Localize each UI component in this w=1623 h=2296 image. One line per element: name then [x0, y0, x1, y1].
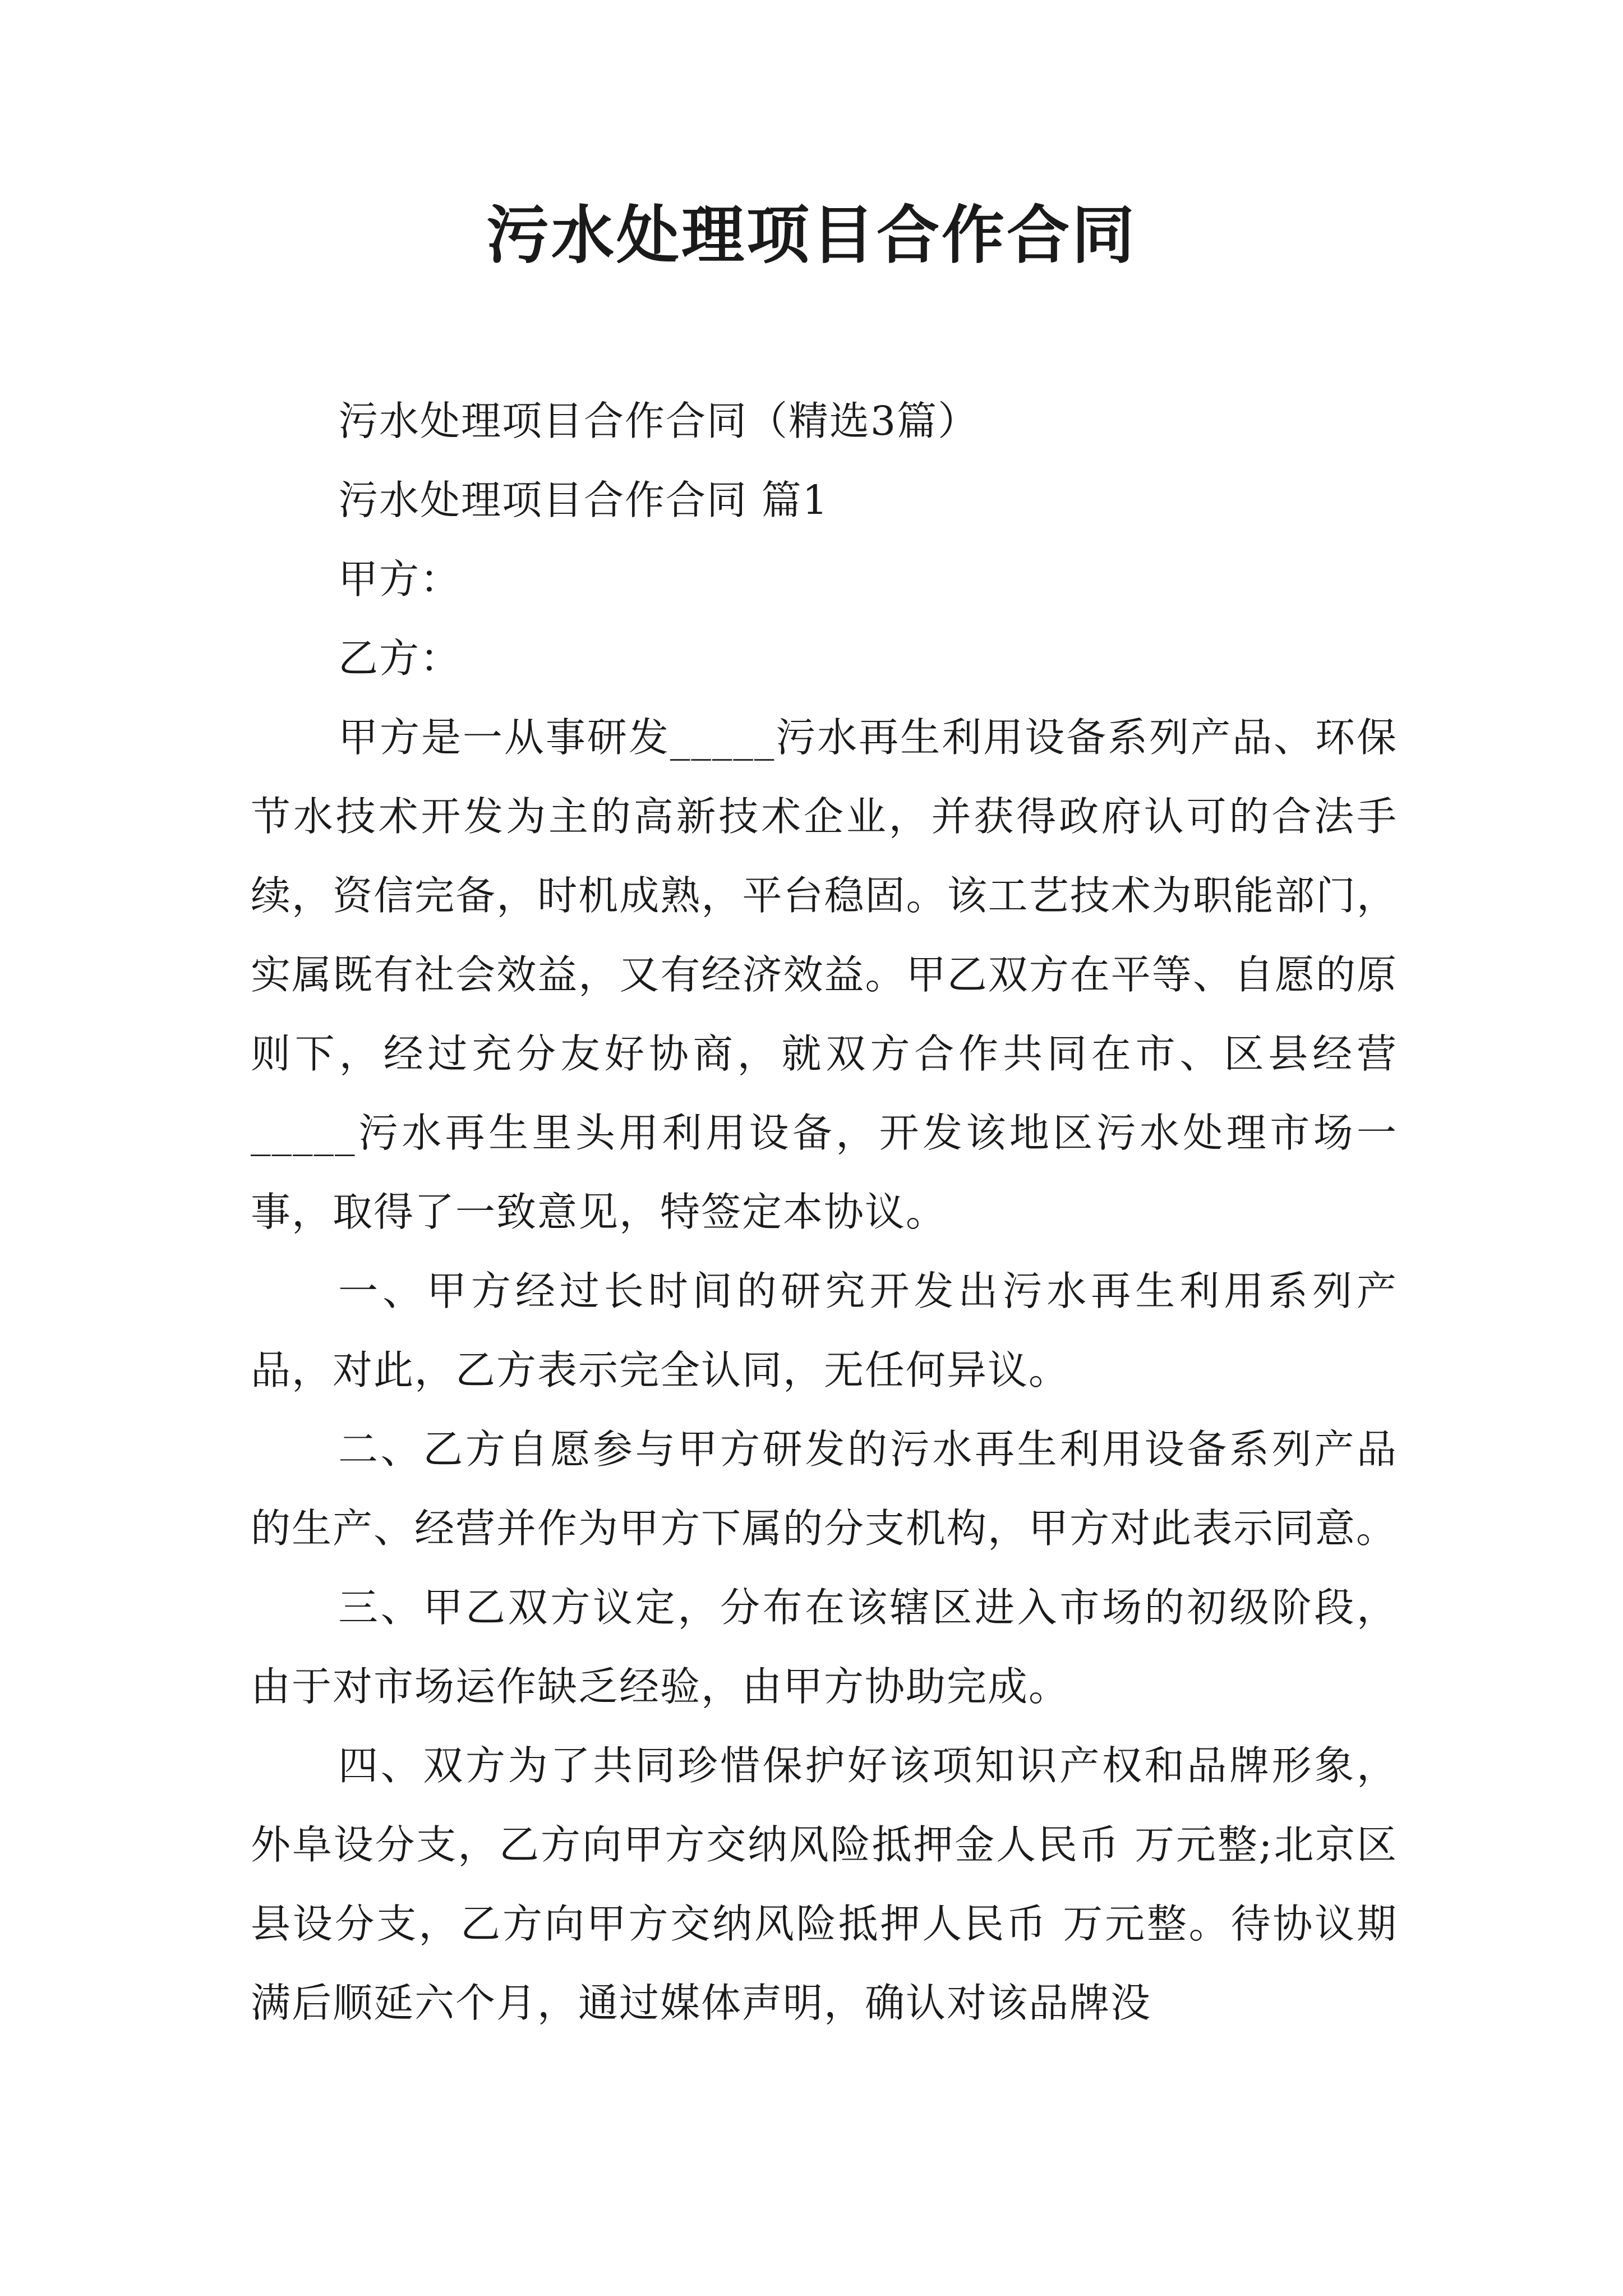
party-b-line: 乙方： — [338, 635, 462, 682]
clause-1-paragraph: 一、甲方经过长时间的研究开发出污水再生利用系列产品，对此，乙方表示完全认同，无任何异议。 — [251, 1268, 1398, 1393]
collection-title-line: 污水处理项目合作合同（精选3篇） — [338, 398, 979, 444]
clause-3-paragraph: 三、甲乙双方议定，分布在该辖区进入市场的初级阶段，由于对市场运作缺乏经验，由甲方协助完成。 — [251, 1584, 1398, 1710]
document-title: 污水处理项目合作合同 — [486, 199, 1137, 272]
section-title-line: 污水处理项目合作合同 篇1 — [338, 477, 829, 523]
party-a-line: 甲方： — [338, 556, 462, 602]
document-body — [251, 381, 1398, 2042]
intro-paragraph: 甲方是一从事研发_____污水再生利用设备系列产品、环保节水技术开发为主的高新技术企业，并获得政府认可的合法手续，资信完备，时机成熟，平台稳固。该工艺技术为职能部门，实属既有社会效益，又有经济效益。甲乙双方在平等、自愿的原则下，经过充分友好协商，就双方合作共同在市、区县经营_____污水再生里头用利用设备，开发该地区污水处理市场一事，取得了一致意见，特签定本协议。 — [251, 714, 1398, 1235]
clause-2-paragraph: 二、乙方自愿参与甲方研发的污水再生利用设备系列产品的生产、经营并作为甲方下属的分支机构，甲方对此表示同意。 — [251, 1426, 1398, 1552]
clause-4-paragraph: 四、双方为了共同珍惜保护好该项知识产权和品牌形象，外阜设分支，乙方向甲方交纳风险抵押金人民币 万元整;北京区县设分支，乙方向甲方交纳风险抵押人民币 万元整。待协议期满后顺延六个月，通过媒体声明，确认对该品牌没 — [251, 1742, 1398, 2026]
